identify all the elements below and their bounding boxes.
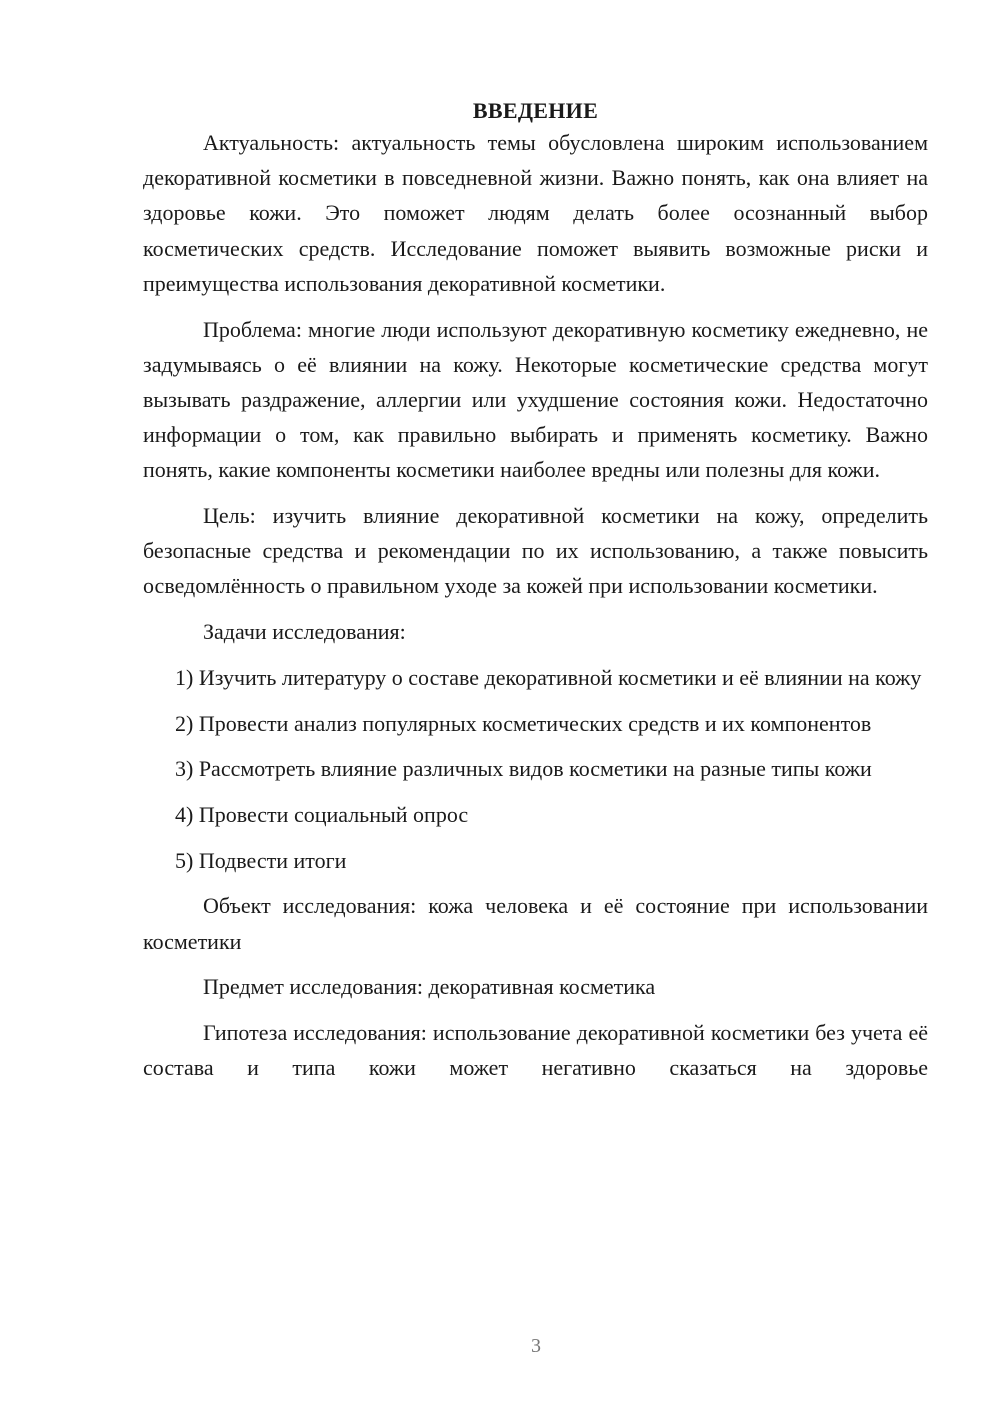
task-item: 4) Провести социальный опрос	[175, 801, 469, 827]
task-item: 1) Изучить литературу о составе декоративной косметики и её влиянии на кожу	[175, 664, 922, 690]
relevance-paragraph: Актуальность: актуальность темы обусловлена широким использованием декоративной косметики в повседневной жизни. Важно понять, как она влияет на здоровье кожи. Это поможет людям делать более осознанный выбор косметических средств. Исследование поможет выявить возможные риски и преимущества использования декоративной косметики.	[143, 130, 928, 296]
task-item: 5) Подвести итоги	[175, 847, 347, 873]
page-content	[143, 93, 928, 1085]
task-item: 2) Провести анализ популярных косметических средств и их компонентов	[175, 710, 872, 736]
object-paragraph: Объект исследования: кожа человека и её состояние при использовании косметики	[143, 893, 928, 954]
tasks-heading: Задачи исследования:	[203, 619, 406, 645]
page-number: 3	[531, 1335, 541, 1357]
section-title: ВВЕДЕНИЕ	[472, 98, 599, 123]
problem-paragraph: Проблема: многие люди используют декоративную косметику ежедневно, не задумываясь о её влиянии на кожу. Некоторые косметические средства могут вызывать раздражение, аллергии или ухудшение состояния кожи. Недостаточно информации о том, как правильно выбирать и применять косметику. Важно понять, какие компоненты косметики наиболее вредны или полезны для кожи.	[143, 316, 928, 483]
goal-paragraph: Цель: изучить влияние декоративной косметики на кожу, определить безопасные средства и рекомендации по их использованию, а также повысить осведомлённость о правильном уходе за кожей при использовании косметики.	[143, 503, 928, 599]
task-item: 3) Рассмотреть влияние различных видов косметики на разные типы кожи	[175, 756, 872, 782]
subject-paragraph: Предмет исследования: декоративная косметика	[203, 974, 656, 1000]
hypothesis-paragraph: Гипотеза исследования: использование декоративной косметики без учета её состава и типа кожи может негативно сказаться на здоровье	[143, 1019, 928, 1081]
